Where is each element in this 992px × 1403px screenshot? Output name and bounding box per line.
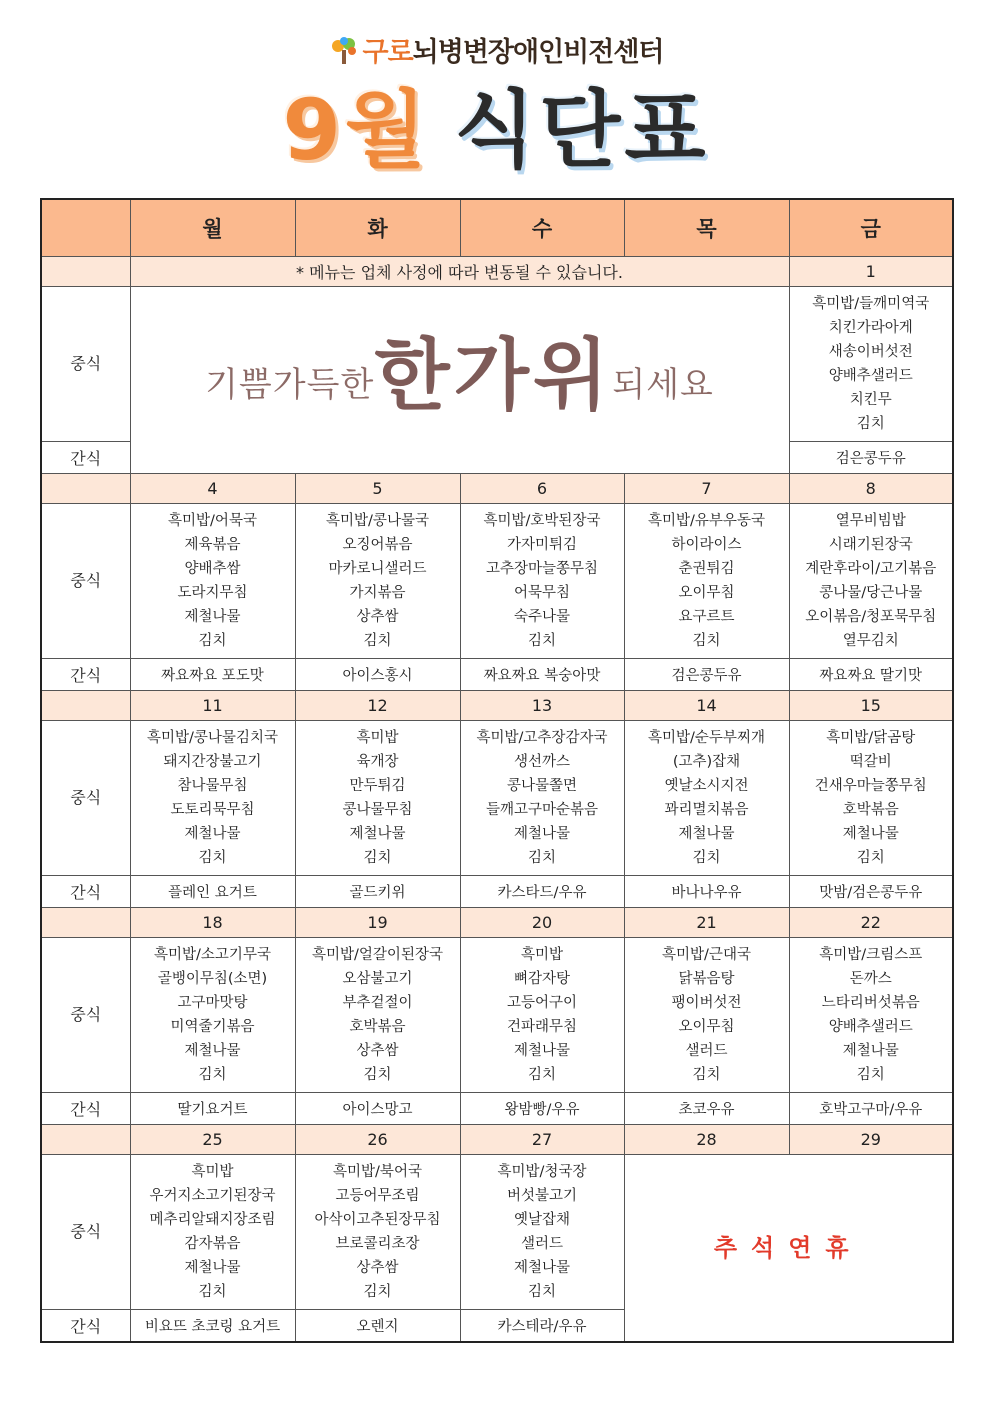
menu-dish: 만두튀김 [349, 778, 406, 794]
menu-dish: 골뱅이무침(소면) [157, 971, 268, 987]
menu-dish: 양배추샐러드 [828, 1019, 913, 1035]
lunch-cell [295, 1155, 460, 1310]
menu-dish: 호박볶음 [349, 1019, 406, 1035]
weekday-header: 금 [789, 199, 953, 257]
menu-dish: 제철나물 [513, 1260, 571, 1276]
menu-dish: 흑미밥/콩나물국 [326, 513, 429, 529]
menu-dish: 흑미밥/호박된장국 [483, 513, 601, 529]
title-month: 9월 [282, 81, 431, 179]
menu-dish: 흑미밥/닭곰탕 [826, 730, 916, 746]
menu-dish: 도라지무침 [177, 585, 248, 601]
menu-dish: 김치 [856, 1067, 885, 1083]
menu-dish: 흑미밥/얼갈이된장국 [312, 947, 443, 963]
organization-prefix: 구로 [362, 37, 413, 68]
menu-dish: 메추리알돼지장조림 [149, 1212, 276, 1228]
date-row [41, 908, 953, 938]
menu-dish: 가지볶음 [349, 585, 406, 601]
date-cell: 4 [130, 474, 295, 504]
menu-dish: 들깨고구마순볶음 [485, 802, 599, 818]
menu-dish: 제육볶음 [184, 537, 241, 553]
date-cell: 28 [624, 1125, 789, 1155]
date-cell: 13 [460, 691, 624, 721]
page-header [0, 0, 992, 198]
lunch-cell [130, 721, 295, 876]
snack-cell: 아이스망고 [295, 1093, 460, 1125]
lunch-cell [295, 938, 460, 1093]
menu-dish: 떡갈비 [849, 754, 892, 770]
weekday-header: 월 [130, 199, 295, 257]
date-row [41, 1125, 953, 1155]
title-main: 식단표 [454, 81, 710, 179]
menu-dish: 브로콜리초장 [335, 1236, 420, 1252]
lunch-row [41, 1155, 953, 1310]
menu-dish: 제철나물 [842, 826, 899, 842]
menu-dish: 콩나물/당근나물 [819, 585, 923, 601]
page-title [0, 80, 992, 180]
snack-cell: 딸기요거트 [130, 1093, 295, 1125]
menu-dish: 양배추쌈 [184, 561, 241, 577]
snack-cell: 검은콩두유 [624, 659, 789, 691]
menu-dish: 김치 [198, 633, 227, 649]
date-row-label [41, 474, 130, 504]
menu-dish: 김치 [527, 850, 556, 866]
menu-dish: 치킨무 [849, 392, 892, 408]
date-cell: 19 [295, 908, 460, 938]
lunch-cell [624, 504, 789, 659]
menu-dish: 버섯불고기 [506, 1188, 578, 1204]
snack-cell: 바나나우유 [624, 876, 789, 908]
lunch-cell [130, 1155, 295, 1310]
lunch-cell [789, 287, 953, 442]
menu-dish: 상추쌈 [356, 1043, 399, 1059]
greeting-text [131, 329, 789, 421]
weekday-header: 화 [295, 199, 460, 257]
menu-dish: 고등어무조림 [335, 1188, 420, 1204]
date-row-label [41, 691, 130, 721]
menu-dish: 흑미밥/북어국 [333, 1164, 422, 1180]
snack-cell: 비요뜨 초코링 요거트 [130, 1310, 295, 1343]
lunch-label: 중식 [41, 504, 130, 659]
menu-dish: 하이라이스 [671, 537, 742, 553]
date-cell: 29 [789, 1125, 953, 1155]
menu-dish: 새송이버섯전 [828, 344, 913, 360]
menu-dish: 어묵무침 [513, 585, 571, 601]
menu-dish: 고등어구이 [506, 995, 578, 1011]
date-row-label [41, 257, 130, 287]
date-cell: 22 [789, 908, 953, 938]
menu-dish: 춘권튀김 [678, 561, 735, 577]
snack-row [41, 659, 953, 691]
date-cell: 18 [130, 908, 295, 938]
chuseok-greeting-banner [130, 287, 789, 474]
lunch-row [41, 287, 953, 442]
weekday-header: 목 [624, 199, 789, 257]
organization-name [0, 30, 992, 69]
menu-dish: 김치 [198, 1284, 227, 1300]
date-row [41, 474, 953, 504]
menu-dish: 김치 [363, 1284, 392, 1300]
menu-dish: 김치 [692, 850, 721, 866]
snack-label: 간식 [41, 1093, 130, 1125]
lunch-cell [460, 504, 624, 659]
menu-dish: 제철나물 [513, 1043, 571, 1059]
snack-cell: 오렌지 [295, 1310, 460, 1343]
lunch-row [41, 938, 953, 1093]
date-cell: 11 [130, 691, 295, 721]
menu-dish: 흑미밥/콩나물김치국 [147, 730, 278, 746]
menu-dish: 마카로니샐러드 [328, 561, 427, 577]
date-cell: 5 [295, 474, 460, 504]
snack-cell: 짜요짜요 포도맛 [130, 659, 295, 691]
menu-dish: 샐러드 [685, 1043, 728, 1059]
menu-dish: 옛날소시지전 [664, 778, 749, 794]
lunch-cell [130, 504, 295, 659]
menu-dish: 제철나물 [349, 826, 406, 842]
menu-dish: 우거지소고기된장국 [149, 1188, 276, 1204]
menu-dish: 제철나물 [184, 1260, 241, 1276]
menu-dish: 생선까스 [513, 754, 571, 770]
date-row [41, 691, 953, 721]
date-cell: 25 [130, 1125, 295, 1155]
snack-label: 간식 [41, 659, 130, 691]
lunch-cell [789, 938, 953, 1093]
date-cell: 21 [624, 908, 789, 938]
lunch-cell [130, 938, 295, 1093]
snack-cell: 카스테라/우유 [460, 1310, 624, 1343]
tree-logo-icon [329, 36, 359, 66]
menu-dish: 참나물무침 [177, 778, 248, 794]
menu-dish: 김치 [527, 1284, 556, 1300]
menu-dish: 김치 [527, 1067, 556, 1083]
lunch-cell [295, 504, 460, 659]
menu-dish: 팽이버섯전 [671, 995, 742, 1011]
weekday-header: 수 [460, 199, 624, 257]
menu-dish: 오징어볶음 [342, 537, 413, 553]
menu-dish: 닭볶음탕 [678, 971, 735, 987]
snack-cell: 플레인 요거트 [130, 876, 295, 908]
menu-dish: 김치 [692, 633, 721, 649]
menu-dish: 열무김치 [842, 633, 899, 649]
menu-dish: 옛날잡채 [513, 1212, 571, 1228]
lunch-label: 중식 [41, 721, 130, 876]
date-cell: 8 [789, 474, 953, 504]
chuseok-holiday-notice: 추석연휴 [624, 1155, 953, 1343]
snack-cell: 짜요짜요 복숭아맛 [460, 659, 624, 691]
lunch-row [41, 504, 953, 659]
menu-dish: 치킨가라아게 [828, 320, 913, 336]
menu-dish: 김치 [198, 1067, 227, 1083]
menu-dish: 김치 [363, 1067, 392, 1083]
date-cell: 26 [295, 1125, 460, 1155]
menu-dish: 제철나물 [678, 826, 735, 842]
date-cell: 20 [460, 908, 624, 938]
menu-dish: 오삼불고기 [342, 971, 413, 987]
menu-dish: 오이무침 [678, 1019, 735, 1035]
menu-dish: 시래기된장국 [828, 537, 913, 553]
menu-dish: 제철나물 [184, 826, 241, 842]
menu-dish: 도토리묵무침 [170, 802, 255, 818]
date-cell: 1 [789, 257, 953, 287]
greeting-pre: 기쁨가득한 [205, 364, 375, 405]
greeting-big: 한가위 [374, 329, 613, 421]
snack-label: 간식 [41, 442, 130, 474]
snack-row [41, 1093, 953, 1125]
lunch-cell [624, 938, 789, 1093]
menu-dish: 건파래무침 [506, 1019, 578, 1035]
date-cell: 15 [789, 691, 953, 721]
menu-dish: 흑미밥/청국장 [497, 1164, 587, 1180]
menu-dish: (고추)잡채 [672, 754, 741, 770]
menu-notice: * 메뉴는 업체 사정에 따라 변동될 수 있습니다. [130, 257, 789, 287]
menu-dish: 흑미밥/순두부찌개 [648, 730, 765, 746]
menu-dish: 육개장 [356, 754, 399, 770]
menu-dish: 가자미튀김 [506, 537, 578, 553]
date-cell: 27 [460, 1125, 624, 1155]
menu-dish: 김치 [198, 850, 227, 866]
snack-cell: 호박고구마/우유 [789, 1093, 953, 1125]
menu-dish: 제철나물 [184, 1043, 241, 1059]
menu-dish: 샐러드 [520, 1236, 564, 1252]
menu-dish: 고추장마늘쫑무침 [485, 561, 599, 577]
menu-dish: 김치 [856, 850, 885, 866]
menu-dish: 부추겉절이 [342, 995, 413, 1011]
date-cell: 14 [624, 691, 789, 721]
menu-dish: 느타리버섯볶음 [821, 995, 920, 1011]
menu-dish: 뼈감자탕 [513, 971, 571, 987]
greeting-post: 되세요 [612, 364, 714, 405]
lunch-label: 중식 [41, 287, 130, 442]
menu-dish: 계란후라이/고기볶음 [805, 561, 937, 577]
menu-dish: 김치 [692, 1067, 721, 1083]
snack-cell: 검은콩두유 [789, 442, 953, 474]
menu-dish: 감자볶음 [184, 1236, 241, 1252]
snack-label: 간식 [41, 1310, 130, 1343]
menu-dish: 꽈리멸치볶음 [664, 802, 749, 818]
snack-cell: 골드키위 [295, 876, 460, 908]
menu-dish: 제철나물 [513, 826, 571, 842]
menu-dish: 미역줄기볶음 [170, 1019, 255, 1035]
menu-dish: 제철나물 [184, 609, 241, 625]
menu-dish: 흑미밥/근대국 [662, 947, 751, 963]
menu-dish: 흑미밥/소고기무국 [154, 947, 271, 963]
menu-dish: 양배추샐러드 [828, 368, 913, 384]
lunch-cell [460, 938, 624, 1093]
organization-label: 뇌병변장애인비전센터 [412, 37, 664, 68]
date-cell: 12 [295, 691, 460, 721]
menu-dish: 상추쌈 [356, 609, 399, 625]
menu-dish: 흑미밥 [356, 730, 399, 746]
lunch-cell [460, 721, 624, 876]
menu-dish: 오이무침 [678, 585, 735, 601]
date-row-label [41, 908, 130, 938]
menu-dish: 흑미밥/들깨미역국 [812, 296, 930, 312]
menu-dish: 흑미밥/유부우동국 [648, 513, 765, 529]
menu-dish: 흑미밥/크림스프 [819, 947, 923, 963]
menu-dish: 김치 [363, 850, 392, 866]
menu-dish: 오이볶음/청포묵무침 [805, 609, 937, 625]
menu-dish: 제철나물 [842, 1043, 899, 1059]
menu-dish: 김치 [363, 633, 392, 649]
corner-cell [41, 199, 130, 257]
date-cell: 6 [460, 474, 624, 504]
menu-dish: 콩나물쫄면 [506, 778, 578, 794]
weekday-header-row [41, 199, 953, 257]
menu-dish: 아삭이고추된장무침 [314, 1212, 441, 1228]
snack-label: 간식 [41, 876, 130, 908]
menu-dish: 흑미밥 [520, 947, 564, 963]
date-row [41, 257, 953, 287]
lunch-label: 중식 [41, 938, 130, 1093]
menu-dish: 건새우마늘쫑무침 [814, 778, 927, 794]
menu-dish: 호박볶음 [842, 802, 899, 818]
menu-dish: 김치 [856, 416, 885, 432]
menu-table [40, 198, 954, 1343]
menu-dish: 돈까스 [849, 971, 892, 987]
menu-dish: 고구마맛탕 [177, 995, 248, 1011]
lunch-cell [295, 721, 460, 876]
menu-dish: 상추쌈 [356, 1260, 399, 1276]
menu-dish: 숙주나물 [513, 609, 571, 625]
menu-dish: 열무비빔밥 [835, 513, 906, 529]
date-row-label [41, 1125, 130, 1155]
date-cell: 7 [624, 474, 789, 504]
menu-dish: 돼지간장불고기 [163, 754, 262, 770]
menu-dish: 흑미밥/어묵국 [168, 513, 257, 529]
snack-cell: 맛밤/검은콩두유 [789, 876, 953, 908]
lunch-label: 중식 [41, 1155, 130, 1310]
menu-dish: 콩나물무침 [342, 802, 413, 818]
snack-cell: 아이스홍시 [295, 659, 460, 691]
snack-cell: 왕밤빵/우유 [460, 1093, 624, 1125]
menu-dish: 흑미밥/고추장감자국 [476, 730, 608, 746]
lunch-row [41, 721, 953, 876]
menu-dish: 흑미밥 [191, 1164, 234, 1180]
lunch-cell [460, 1155, 624, 1310]
snack-row [41, 876, 953, 908]
snack-cell: 카스타드/우유 [460, 876, 624, 908]
snack-cell: 짜요짜요 딸기맛 [789, 659, 953, 691]
menu-dish: 요구르트 [678, 609, 735, 625]
lunch-cell [789, 504, 953, 659]
lunch-cell [789, 721, 953, 876]
menu-dish: 김치 [527, 633, 556, 649]
lunch-cell [624, 721, 789, 876]
snack-cell: 초코우유 [624, 1093, 789, 1125]
